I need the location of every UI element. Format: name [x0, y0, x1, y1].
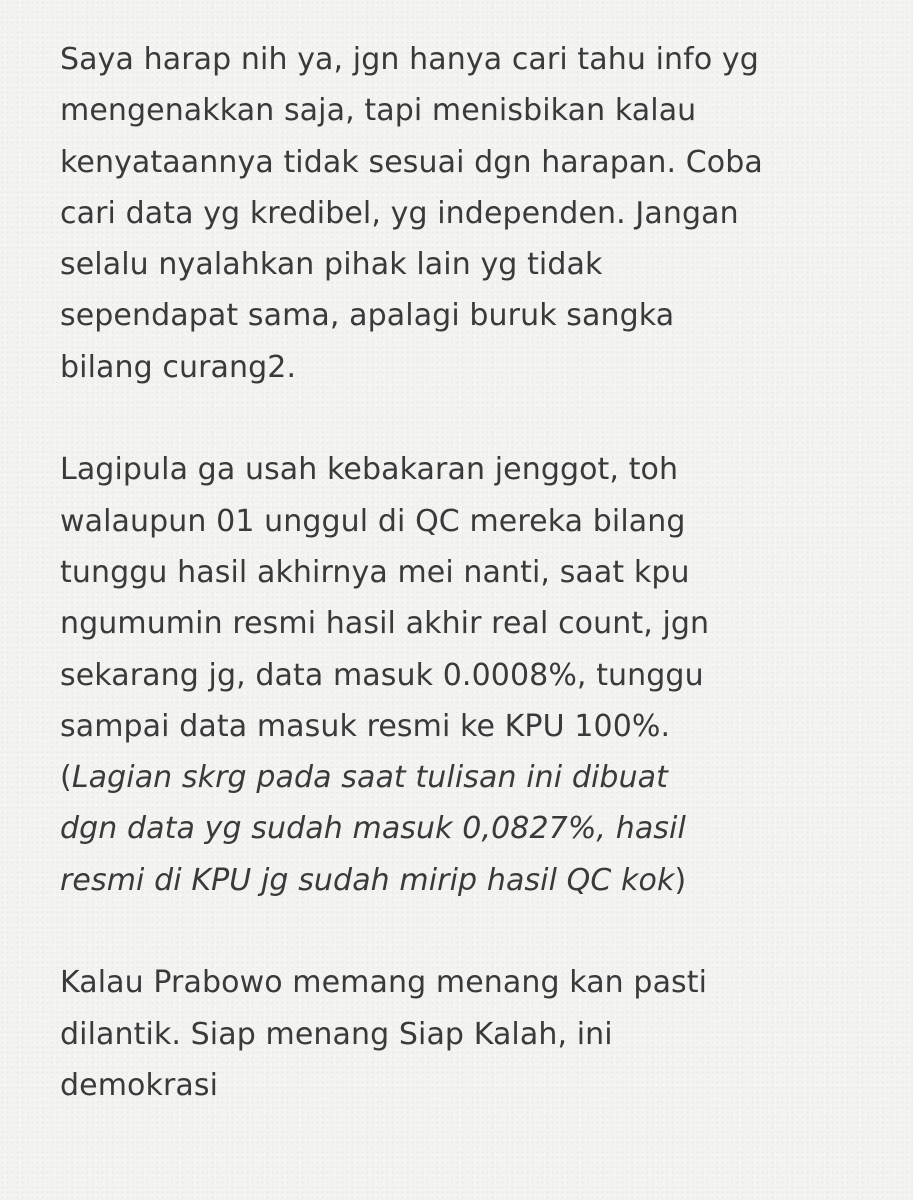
close-paren: ) — [674, 862, 687, 898]
paragraph-gap — [60, 393, 860, 444]
text-line: sependapat sama, apalagi buruk sangka — [60, 298, 675, 334]
text-line: kenyataannya tidak sesuai dgn harapan. Coba — [60, 144, 763, 180]
text-line: walaupun 01 unggul di QC mereka bilang — [60, 503, 686, 539]
paragraph-3 — [60, 957, 860, 1111]
text-line: mengenakkan saja, tapi menisbikan kalau — [60, 93, 697, 129]
text-line: cari data yg kredibel, yg independen. Jangan — [60, 195, 739, 231]
text-line: Kalau Prabowo memang menang kan pasti — [60, 965, 708, 1001]
text-line: selalu nyalahkan pihak lain yg tidak — [60, 247, 603, 283]
paragraph-2 — [60, 444, 860, 906]
text-line: tunggu hasil akhirnya mei nanti, saat kpu — [60, 554, 690, 590]
italic-text: Lagian skrg pada saat tulisan ini dibuat — [71, 760, 669, 796]
text-line: Saya harap nih ya, jgn hanya cari tahu info yg — [60, 42, 759, 77]
italic-note-line — [60, 752, 860, 803]
text-line: demokrasi — [60, 1067, 219, 1103]
text-line: dilantik. Siap menang Siap Kalah, ini — [60, 1016, 613, 1052]
text-line: bilang curang2. — [60, 349, 297, 385]
italic-note-line: dgn data yg sudah masuk 0,0827%, hasil — [60, 811, 686, 847]
italic-note-line — [60, 855, 860, 906]
paragraph-gap — [60, 906, 860, 957]
paragraph-1 — [60, 34, 860, 393]
text-line: ngumumin resmi hasil akhir real count, jgn — [60, 606, 710, 642]
italic-text: resmi di KPU jg sudah mirip hasil QC kok — [60, 862, 675, 898]
text-line: sekarang jg, data masuk 0.0008%, tunggu — [60, 657, 704, 693]
note-body — [60, 34, 860, 1111]
open-paren: ( — [60, 760, 72, 796]
text-line: Lagipula ga usah kebakaran jenggot, toh — [60, 452, 679, 488]
text-line: sampai data masuk resmi ke KPU 100%. — [60, 708, 671, 744]
